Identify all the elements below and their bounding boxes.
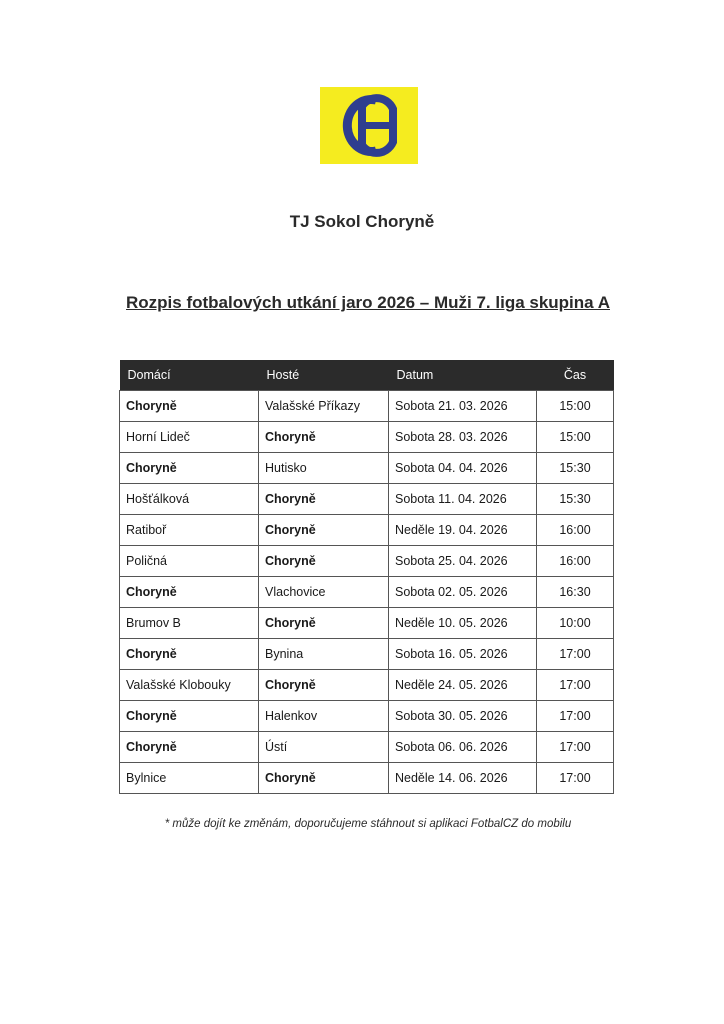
home-team-cell: Choryně — [120, 577, 259, 608]
date-cell: Sobota 06. 06. 2026 — [389, 732, 537, 763]
home-team-cell: Choryně — [120, 639, 259, 670]
home-team-cell: Bylnice — [120, 763, 259, 794]
away-team-cell: Choryně — [259, 763, 389, 794]
away-team-cell: Hutisko — [259, 453, 389, 484]
table-row — [120, 484, 614, 515]
match-schedule-table — [119, 360, 614, 794]
table-row — [120, 763, 614, 794]
table-row — [120, 608, 614, 639]
date-cell: Neděle 10. 05. 2026 — [389, 608, 537, 639]
date-cell: Sobota 28. 03. 2026 — [389, 422, 537, 453]
home-team-cell: Poličná — [120, 546, 259, 577]
date-cell: Neděle 24. 05. 2026 — [389, 670, 537, 701]
table-header-row — [120, 360, 614, 391]
club-name: TJ Sokol Choryně — [289, 212, 435, 231]
home-team-cell: Valašské Klobouky — [120, 670, 259, 701]
time-cell: 17:00 — [537, 670, 614, 701]
date-cell: Sobota 04. 04. 2026 — [389, 453, 537, 484]
home-team-cell: Hošťálková — [120, 484, 259, 515]
home-team-cell: Horní Lideč — [120, 422, 259, 453]
away-team-cell: Choryně — [259, 515, 389, 546]
date-cell: Sobota 21. 03. 2026 — [389, 391, 537, 422]
time-cell: 15:30 — [537, 484, 614, 515]
time-cell: 16:00 — [537, 515, 614, 546]
time-cell: 15:00 — [537, 422, 614, 453]
away-team-cell: Choryně — [259, 546, 389, 577]
column-header-away: Hosté — [259, 360, 389, 391]
time-cell: 17:00 — [537, 639, 614, 670]
table-row — [120, 546, 614, 577]
away-team-cell: Vlachovice — [259, 577, 389, 608]
away-team-cell: Bynina — [259, 639, 389, 670]
away-team-cell: Choryně — [259, 608, 389, 639]
date-cell: Sobota 25. 04. 2026 — [389, 546, 537, 577]
home-team-cell: Choryně — [120, 391, 259, 422]
away-team-cell: Choryně — [259, 670, 389, 701]
home-team-cell: Choryně — [120, 701, 259, 732]
date-cell: Sobota 02. 05. 2026 — [389, 577, 537, 608]
table-body — [120, 391, 614, 794]
time-cell: 17:00 — [537, 701, 614, 732]
schedule-title: Rozpis fotbalových utkání jaro 2026 – Muži 7. liga skupina A — [126, 293, 610, 312]
table-row — [120, 701, 614, 732]
time-cell: 17:00 — [537, 763, 614, 794]
away-team-cell: Ústí — [259, 732, 389, 763]
date-cell: Sobota 11. 04. 2026 — [389, 484, 537, 515]
away-team-cell: Valašské Příkazy — [259, 391, 389, 422]
table-row — [120, 391, 614, 422]
home-team-cell: Brumov B — [120, 608, 259, 639]
date-cell: Neděle 19. 04. 2026 — [389, 515, 537, 546]
date-cell: Neděle 14. 06. 2026 — [389, 763, 537, 794]
away-team-cell: Choryně — [259, 422, 389, 453]
table-row — [120, 639, 614, 670]
home-team-cell: Choryně — [120, 732, 259, 763]
table-row — [120, 732, 614, 763]
home-team-cell: Ratiboř — [120, 515, 259, 546]
away-team-cell: Choryně — [259, 484, 389, 515]
time-cell: 16:00 — [537, 546, 614, 577]
column-header-date: Datum — [389, 360, 537, 391]
time-cell: 16:30 — [537, 577, 614, 608]
date-cell: Sobota 16. 05. 2026 — [389, 639, 537, 670]
home-team-cell: Choryně — [120, 453, 259, 484]
date-cell: Sobota 30. 05. 2026 — [389, 701, 537, 732]
table-row — [120, 422, 614, 453]
time-cell: 15:00 — [537, 391, 614, 422]
table-row — [120, 577, 614, 608]
ch-crest-icon — [320, 87, 418, 164]
time-cell: 17:00 — [537, 732, 614, 763]
table-row — [120, 670, 614, 701]
time-cell: 15:30 — [537, 453, 614, 484]
column-header-time: Čas — [537, 360, 614, 391]
table-row — [120, 515, 614, 546]
column-header-home: Domácí — [120, 360, 259, 391]
time-cell: 10:00 — [537, 608, 614, 639]
table-row — [120, 453, 614, 484]
footnote: * může dojít ke změnám, doporučujeme stáhnout si aplikaci FotbalCZ do mobilu — [164, 818, 572, 830]
club-logo — [320, 87, 418, 164]
away-team-cell: Halenkov — [259, 701, 389, 732]
